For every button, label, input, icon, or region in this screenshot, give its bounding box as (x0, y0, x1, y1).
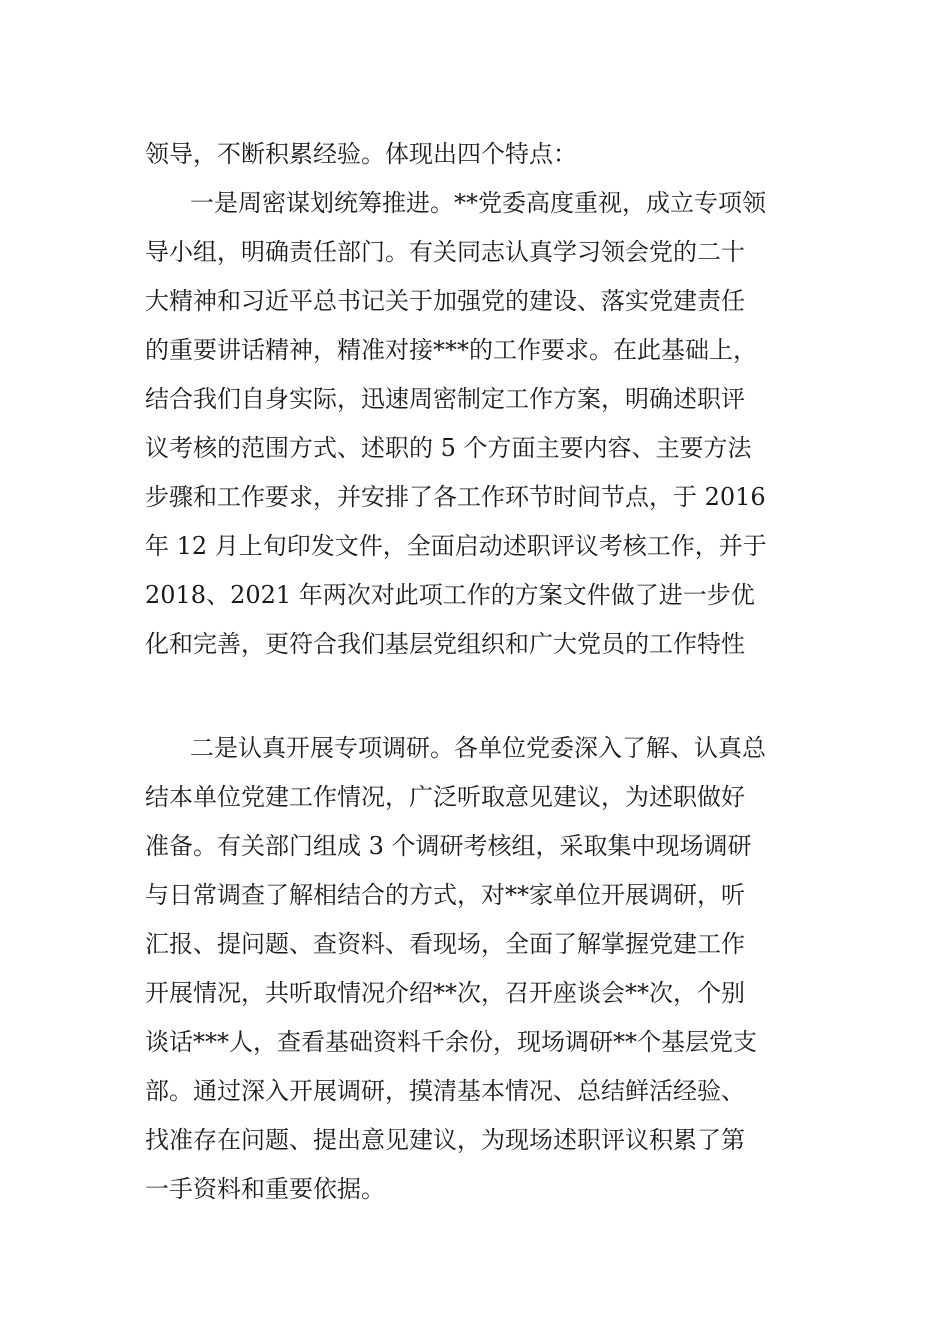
paragraph-line: 找准存在问题、提出意见建议，为现场述职评议积累了第 (145, 1126, 745, 1154)
paragraph-line: 准备。有关部门组成 3 个调研考核组，采取集中现场调研 (145, 832, 752, 860)
paragraph-line: 大精神和习近平总书记关于加强党的建设、落实党建责任 (145, 287, 745, 315)
paragraph-line: 2018、2021 年两次对此项工作的方案文件做了进一步优 (145, 581, 755, 609)
paragraph-line: 一是周密谋划统筹推进。**党委高度重视，成立专项领 (190, 189, 766, 217)
paragraph-line: 谈话***人，查看基础资料千余份，现场调研**个基层党支 (145, 1028, 757, 1056)
paragraph-line: 年 12 月上旬印发文件，全面启动述职评议考核工作，并于 (145, 532, 767, 560)
paragraph-line: 导小组，明确责任部门。有关同志认真学习领会党的二十 (145, 238, 745, 266)
paragraph-line: 的重要讲话精神，精准对接***的工作要求。在此基础上， (145, 336, 757, 364)
paragraph-line: 化和完善，更符合我们基层党组织和广大党员的工作特性 (145, 630, 745, 658)
paragraph-research (145, 724, 825, 1214)
paragraph-line: 部。通过深入开展调研，摸清基本情况、总结鲜活经验、 (145, 1077, 745, 1105)
paragraph-line: 一手资料和重要依据。 (145, 1175, 385, 1203)
intro-line: 领导，不断积累经验。体现出四个特点： (145, 140, 577, 168)
paragraph-line: 与日常调查了解相结合的方式，对**家单位开展调研，听 (145, 881, 745, 909)
paragraph-line: 议考核的范围方式、述职的 5 个方面主要内容、主要方法 (145, 434, 752, 462)
intro-text (145, 130, 825, 179)
paragraph-planning (145, 179, 825, 669)
paragraph-line: 汇报、提问题、查资料、看现场，全面了解掌握党建工作 (145, 930, 745, 958)
paragraph-line: 开展情况，共听取情况介绍**次，召开座谈会**次，个别 (145, 979, 745, 1007)
paragraph-line: 结本单位党建工作情况，广泛听取意见建议，为述职做好 (145, 783, 745, 811)
paragraph-line: 结合我们自身实际，迅速周密制定工作方案，明确述职评 (145, 385, 745, 413)
paragraph-line: 步骤和工作要求，并安排了各工作环节时间节点，于 2016 (145, 483, 766, 511)
paragraph-line: 二是认真开展专项调研。各单位党委深入了解、认真总 (190, 734, 766, 762)
